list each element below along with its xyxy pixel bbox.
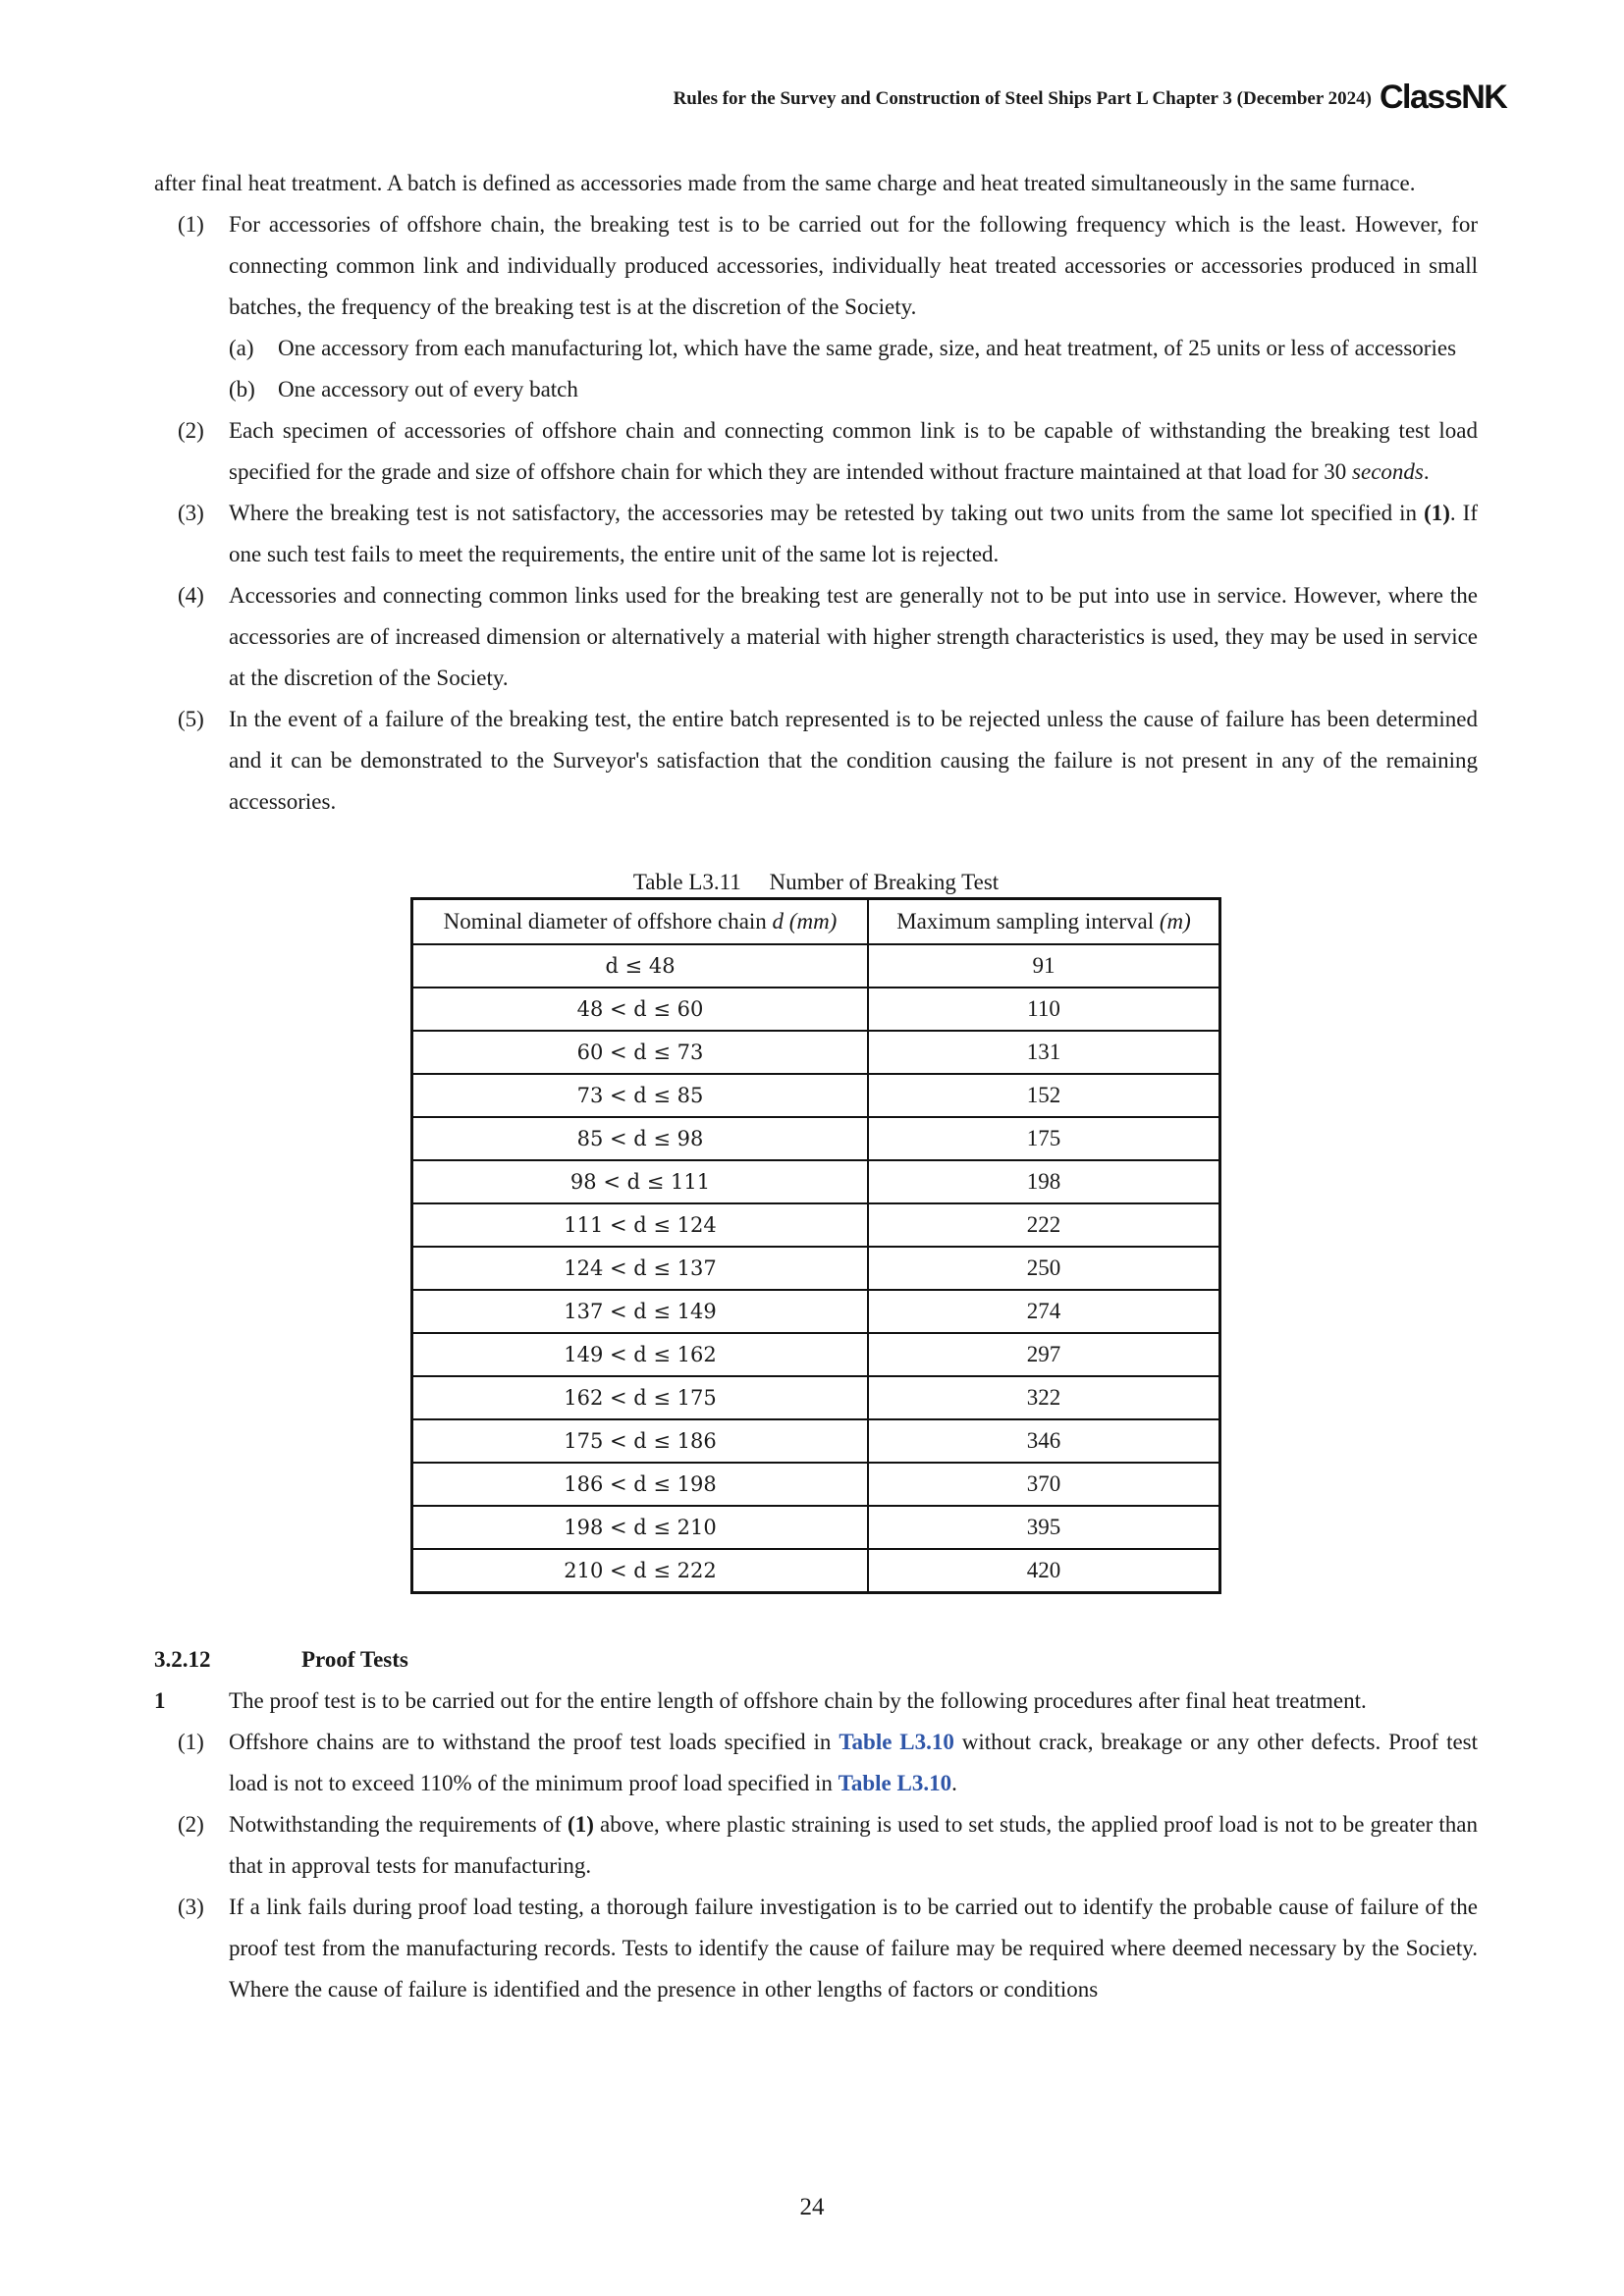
paragraph-1 (154, 1681, 1478, 1722)
table-row (412, 1117, 1220, 1160)
diameter-range-cell: 210 < d ≤ 222 (412, 1549, 869, 1593)
diameter-range-cell: 124 < d ≤ 137 (412, 1247, 869, 1290)
document-body (154, 163, 1478, 2010)
sampling-interval-cell: 420 (868, 1549, 1220, 1593)
diameter-range-cell: 149 < d ≤ 162 (412, 1333, 869, 1376)
list-marker: (3) (178, 501, 204, 525)
sampling-interval-cell: 395 (868, 1506, 1220, 1549)
diameter-range-cell: 85 < d ≤ 98 (412, 1117, 869, 1160)
classnk-logo: ClassNK (1380, 79, 1507, 116)
table-body (412, 944, 1220, 1593)
reference: (1) (1424, 501, 1450, 525)
list-item-1 (154, 204, 1478, 328)
list-marker: (4) (178, 583, 204, 608)
list-marker: (2) (178, 418, 204, 443)
proof-item-1 (154, 1722, 1478, 1804)
list-item-text: Where the breaking test is not satisfactory, the accessories may be retested by taking out two units from the same lot specified in (229, 501, 1418, 525)
list-marker: (3) (178, 1895, 204, 1919)
list-item-2 (154, 410, 1478, 493)
table-row (412, 1419, 1220, 1463)
reference: (1) (568, 1812, 594, 1837)
sampling-interval-cell: 250 (868, 1247, 1220, 1290)
table-l3-10-link[interactable]: Table L3.10 (838, 1771, 952, 1795)
section-heading (154, 1639, 1478, 1681)
list-item-text: Each specimen of accessories of offshore chain and connecting common link is to be capable of withstanding the breaking test load specified for the grade and size of offshore chain for which they are intended without fracture maintained at that load for 30 (229, 418, 1478, 484)
table-row (412, 1031, 1220, 1074)
list-item-text: If a link fails during proof load testing, a thorough failure investigation is to be carried out to identify the probable cause of failure of the proof test from the manufacturing records. Tests to identify the cause of failure may be required where deemed necessary by the Society. Where the cause of failure is identified and the presence in other lengths of factors or conditions (229, 1895, 1478, 2002)
list-item-text: In the event of a failure of the breaking test, the entire batch represented is to be rejected unless the cause of failure has been determined and it can be demonstrated to the Surveyor's satisfaction that the condition causing the failure is not present in any of the remaining accessories. (229, 707, 1478, 814)
period: . (1423, 459, 1430, 484)
table-row (412, 1074, 1220, 1117)
list-marker: (1) (178, 212, 204, 237)
table-row (412, 1333, 1220, 1376)
diameter-range-cell: d ≤ 48 (412, 944, 869, 988)
list-item-text: above, where plastic straining is used to set studs, the applied proof load is not to be greater than that in approval tests for manufacturing. (229, 1812, 1479, 1878)
proof-item-3 (154, 1887, 1478, 2010)
header-nominal-diameter: Nominal diameter of offshore chain d (mm) (412, 899, 869, 945)
breaking-test-table (410, 897, 1221, 1594)
list-marker: (2) (178, 1812, 204, 1837)
sampling-interval-cell: 91 (868, 944, 1220, 988)
sampling-interval-cell: 322 (868, 1376, 1220, 1419)
table-l3-10-link[interactable]: Table L3.10 (839, 1730, 954, 1754)
sub-item-text: One accessory from each manufacturing lot, which have the same grade, size, and heat treatment, of 25 units or less of accessories (278, 336, 1457, 360)
list-item-text: without crack, breakage or any other defects. Proof test load is not to exceed 110% of the minimum proof load specified in (229, 1730, 1479, 1795)
sub-item-text: One accessory out of every batch (278, 377, 578, 401)
sampling-interval-cell: 297 (868, 1333, 1220, 1376)
sub-marker: (a) (229, 336, 254, 360)
sub-item-a (154, 328, 1478, 369)
list-item-text: . If one such test fails to meet the requirements, the entire unit of the same lot is rejected. (229, 501, 1478, 566)
diameter-range-cell: 162 < d ≤ 175 (412, 1376, 869, 1419)
header-title: Rules for the Survey and Construction of Steel Ships Part L Chapter 3 (December 2024) (673, 88, 1372, 109)
list-item-5 (154, 699, 1478, 823)
list-item-text: Offshore chains are to withstand the proof test loads specified in (229, 1730, 832, 1754)
diameter-range-cell: 73 < d ≤ 85 (412, 1074, 869, 1117)
table-row (412, 1463, 1220, 1506)
page-number: 24 (799, 2194, 825, 2220)
list-item-text: Accessories and connecting common links used for the breaking test are generally not to be put into use in service. However, where the accessories are of increased dimension or alternatively a material with higher strength characteristics is used, they may be used in service at the discretion of the Society. (229, 583, 1478, 690)
unit-seconds: seconds (1352, 459, 1424, 484)
list-item-text: Notwithstanding the requirements of (229, 1812, 562, 1837)
table-row (412, 1376, 1220, 1419)
section-number: 3.2.12 (154, 1647, 211, 1672)
sampling-interval-cell: 222 (868, 1203, 1220, 1247)
table-row (412, 1506, 1220, 1549)
diameter-range-cell: 48 < d ≤ 60 (412, 988, 869, 1031)
list-item-3 (154, 493, 1478, 575)
diameter-range-cell: 186 < d ≤ 198 (412, 1463, 869, 1506)
paragraph-marker: 1 (154, 1688, 166, 1713)
table-row (412, 1290, 1220, 1333)
intro-paragraph: after final heat treatment. A batch is defined as accessories made from the same charge and heat treated simultaneously in the same furnace. (154, 171, 1416, 195)
sampling-interval-cell: 131 (868, 1031, 1220, 1074)
diameter-range-cell: 111 < d ≤ 124 (412, 1203, 869, 1247)
sampling-interval-cell: 346 (868, 1419, 1220, 1463)
table-caption: Table L3.11 Number of Breaking Test (632, 870, 1000, 894)
table-row (412, 1203, 1220, 1247)
list-marker: (1) (178, 1730, 204, 1754)
sub-marker: (b) (229, 377, 255, 401)
section-title: Proof Tests (301, 1647, 408, 1672)
sampling-interval-cell: 175 (868, 1117, 1220, 1160)
proof-item-2 (154, 1804, 1478, 1887)
diameter-range-cell: 137 < d ≤ 149 (412, 1290, 869, 1333)
sampling-interval-cell: 274 (868, 1290, 1220, 1333)
period: . (951, 1771, 957, 1795)
table-row (412, 944, 1220, 988)
diameter-range-cell: 98 < d ≤ 111 (412, 1160, 869, 1203)
sampling-interval-cell: 370 (868, 1463, 1220, 1506)
sampling-interval-cell: 152 (868, 1074, 1220, 1117)
table-row (412, 1160, 1220, 1203)
sub-item-b (154, 369, 1478, 410)
header-sampling-interval: Maximum sampling interval (m) (868, 899, 1220, 945)
table-row (412, 1549, 1220, 1593)
sampling-interval-cell: 198 (868, 1160, 1220, 1203)
list-marker: (5) (178, 707, 204, 731)
list-item-text: For accessories of offshore chain, the breaking test is to be carried out for the following frequency which is the least. However, for connecting common link and individually produced accessories, individually heat treated accessories or accessories produced in small batches, the frequency of the breaking test is at the discretion of the Society. (229, 212, 1478, 319)
diameter-range-cell: 198 < d ≤ 210 (412, 1506, 869, 1549)
page-header (0, 79, 1624, 118)
diameter-range-cell: 60 < d ≤ 73 (412, 1031, 869, 1074)
table-row (412, 988, 1220, 1031)
list-item-4 (154, 575, 1478, 699)
sampling-interval-cell: 110 (868, 988, 1220, 1031)
diameter-range-cell: 175 < d ≤ 186 (412, 1419, 869, 1463)
paragraph-text: The proof test is to be carried out for the entire length of offshore chain by the following procedures after final heat treatment. (229, 1688, 1367, 1713)
table-row (412, 1247, 1220, 1290)
table-header-row (412, 899, 1220, 945)
